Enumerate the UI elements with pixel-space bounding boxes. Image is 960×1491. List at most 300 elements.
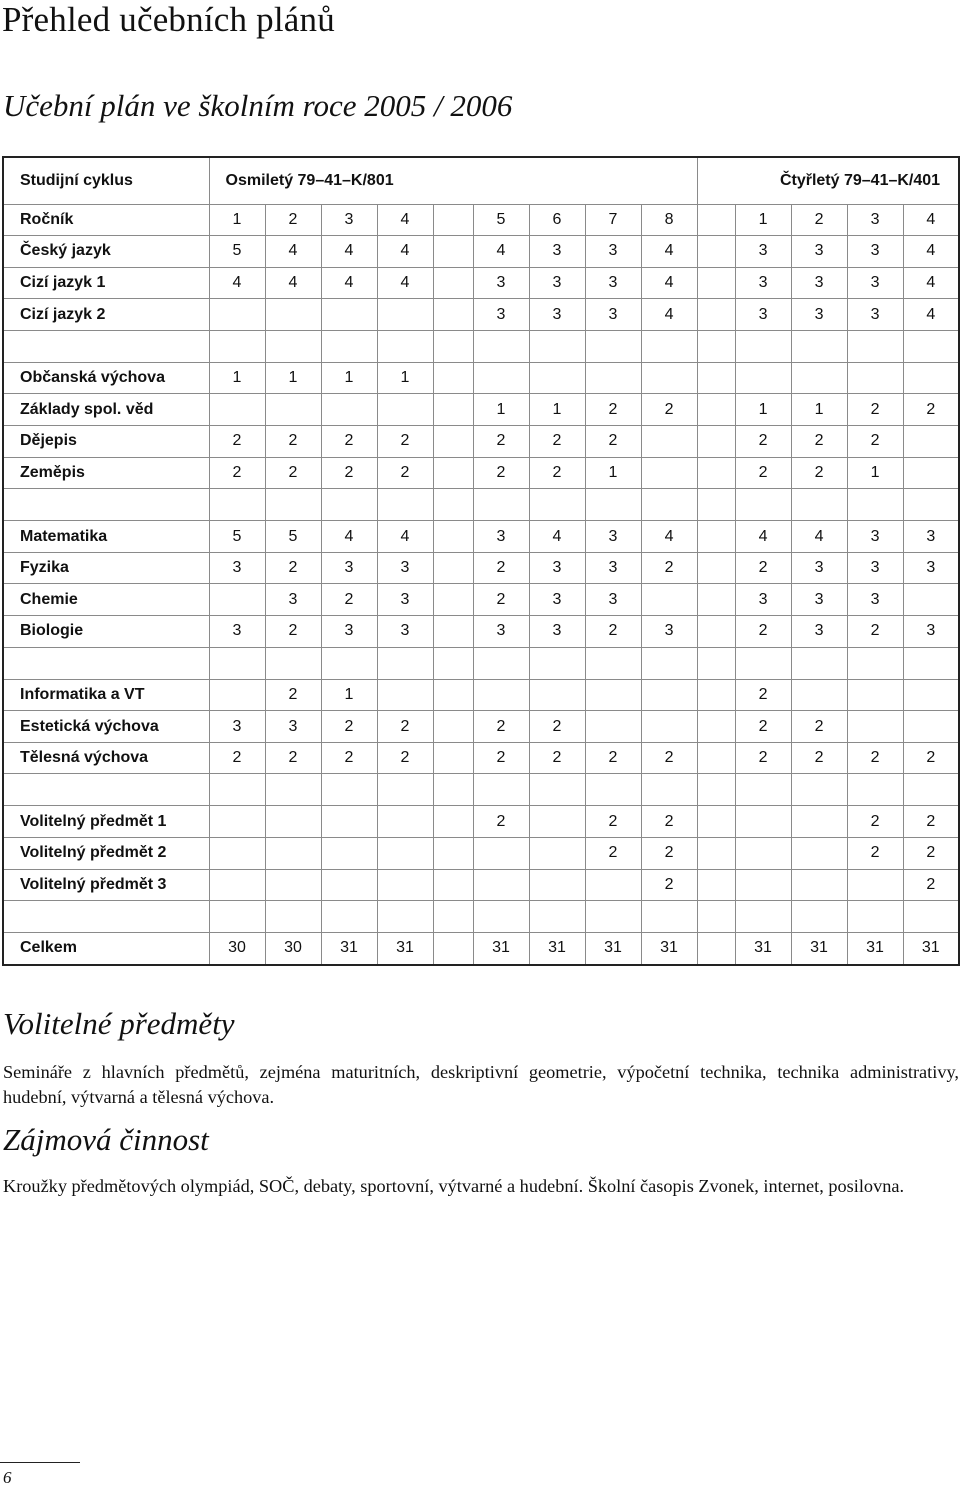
- hours-cell: 3: [847, 521, 903, 553]
- hours-cell: 3: [473, 616, 529, 648]
- hours-cell: 3: [529, 616, 585, 648]
- hours-cell: 3: [585, 521, 641, 553]
- hours-cell: 31: [641, 933, 697, 965]
- hours-cell: 6: [529, 204, 585, 236]
- hours-cell: 2: [529, 426, 585, 458]
- empty-cell: [641, 647, 697, 679]
- hours-cell: [209, 584, 265, 616]
- separator-row: [3, 774, 959, 806]
- hours-cell: [735, 869, 791, 901]
- table-row: [3, 267, 959, 299]
- hours-cell: 4: [903, 204, 959, 236]
- empty-cell: [377, 647, 433, 679]
- empty-cell: [529, 774, 585, 806]
- hours-cell: [697, 933, 735, 965]
- empty-cell: [641, 774, 697, 806]
- empty-cell: [641, 489, 697, 521]
- empty-cell: [3, 901, 209, 933]
- hours-cell: [529, 869, 585, 901]
- hours-cell: 3: [847, 299, 903, 331]
- table-row: [3, 362, 959, 394]
- hours-cell: [377, 838, 433, 870]
- hours-cell: 3: [791, 552, 847, 584]
- hours-cell: [433, 838, 473, 870]
- empty-cell: [473, 647, 529, 679]
- hours-cell: [585, 711, 641, 743]
- hours-cell: 1: [735, 204, 791, 236]
- hours-cell: 31: [791, 933, 847, 965]
- hours-cell: [697, 806, 735, 838]
- hours-cell: 31: [529, 933, 585, 965]
- hours-cell: 2: [529, 742, 585, 774]
- hours-cell: 2: [529, 457, 585, 489]
- hours-cell: 2: [265, 679, 321, 711]
- hours-cell: [697, 711, 735, 743]
- subject-label: Celkem: [3, 933, 209, 965]
- subject-label: Volitelný předmět 3: [3, 869, 209, 901]
- hours-cell: 1: [321, 679, 377, 711]
- subject-label: Cizí jazyk 1: [3, 267, 209, 299]
- empty-cell: [473, 901, 529, 933]
- hours-cell: 2: [209, 457, 265, 489]
- hours-cell: [377, 299, 433, 331]
- hours-cell: [433, 869, 473, 901]
- hours-cell: [903, 584, 959, 616]
- hours-cell: 3: [265, 584, 321, 616]
- empty-cell: [697, 330, 735, 362]
- hours-cell: [641, 679, 697, 711]
- empty-cell: [209, 774, 265, 806]
- hours-cell: [433, 394, 473, 426]
- hours-cell: 3: [377, 552, 433, 584]
- subject-label: Ročník: [3, 204, 209, 236]
- hours-cell: 31: [473, 933, 529, 965]
- empty-cell: [847, 774, 903, 806]
- table-row: [3, 616, 959, 648]
- table-row: [3, 933, 959, 965]
- table-row: [3, 521, 959, 553]
- footer-rule: [0, 1462, 80, 1463]
- hours-cell: [433, 299, 473, 331]
- empty-cell: [735, 901, 791, 933]
- empty-cell: [473, 489, 529, 521]
- hours-cell: 3: [585, 236, 641, 268]
- hours-cell: 3: [529, 267, 585, 299]
- hours-cell: 3: [735, 267, 791, 299]
- hours-cell: 2: [791, 204, 847, 236]
- hours-cell: 31: [735, 933, 791, 965]
- hours-cell: [847, 711, 903, 743]
- hours-cell: 2: [473, 584, 529, 616]
- hours-cell: [529, 679, 585, 711]
- hours-cell: 2: [265, 457, 321, 489]
- hours-cell: 3: [529, 584, 585, 616]
- hours-cell: 2: [473, 552, 529, 584]
- hours-cell: 4: [377, 236, 433, 268]
- hours-cell: 3: [321, 204, 377, 236]
- hours-cell: [903, 362, 959, 394]
- hours-cell: 2: [847, 742, 903, 774]
- hours-cell: 30: [265, 933, 321, 965]
- hours-cell: 2: [641, 552, 697, 584]
- empty-cell: [3, 774, 209, 806]
- hours-cell: 31: [903, 933, 959, 965]
- empty-cell: [529, 901, 585, 933]
- hours-cell: 3: [473, 521, 529, 553]
- hours-cell: 2: [265, 616, 321, 648]
- subject-label: Biologie: [3, 616, 209, 648]
- hours-cell: 4: [321, 521, 377, 553]
- empty-cell: [735, 489, 791, 521]
- subject-label: Chemie: [3, 584, 209, 616]
- hours-cell: 2: [903, 869, 959, 901]
- hours-cell: 4: [903, 299, 959, 331]
- empty-cell: [377, 330, 433, 362]
- hours-cell: 3: [585, 584, 641, 616]
- hours-cell: [585, 869, 641, 901]
- hours-cell: [433, 742, 473, 774]
- hours-cell: 2: [735, 679, 791, 711]
- hours-cell: [697, 267, 735, 299]
- subject-label: Fyzika: [3, 552, 209, 584]
- empty-cell: [265, 647, 321, 679]
- hours-cell: 1: [265, 362, 321, 394]
- hours-cell: [585, 362, 641, 394]
- empty-cell: [433, 489, 473, 521]
- hours-cell: 3: [847, 552, 903, 584]
- hours-cell: 4: [473, 236, 529, 268]
- hours-cell: 2: [585, 838, 641, 870]
- hours-cell: 2: [529, 711, 585, 743]
- hours-cell: 1: [791, 394, 847, 426]
- hours-cell: [377, 679, 433, 711]
- header-eight-year: Osmiletý 79–41–K/801: [209, 157, 697, 204]
- empty-cell: [265, 489, 321, 521]
- hours-cell: 4: [377, 521, 433, 553]
- empty-cell: [529, 330, 585, 362]
- hours-cell: [433, 362, 473, 394]
- hours-cell: 3: [847, 236, 903, 268]
- table-row: [3, 236, 959, 268]
- subject-label: Občanská výchova: [3, 362, 209, 394]
- empty-cell: [321, 489, 377, 521]
- hours-cell: 2: [735, 457, 791, 489]
- table-row: [3, 394, 959, 426]
- empty-cell: [847, 330, 903, 362]
- hours-cell: 3: [377, 584, 433, 616]
- hours-cell: 2: [641, 394, 697, 426]
- hours-cell: 3: [473, 267, 529, 299]
- empty-cell: [585, 330, 641, 362]
- hours-cell: [847, 362, 903, 394]
- empty-cell: [433, 647, 473, 679]
- hours-cell: 2: [265, 552, 321, 584]
- empty-cell: [903, 330, 959, 362]
- hours-cell: [641, 584, 697, 616]
- hours-cell: 2: [903, 742, 959, 774]
- hours-cell: 2: [377, 457, 433, 489]
- hours-cell: 2: [735, 616, 791, 648]
- table-row: [3, 426, 959, 458]
- hours-cell: [209, 838, 265, 870]
- hours-cell: [641, 711, 697, 743]
- hours-cell: 1: [735, 394, 791, 426]
- empty-cell: [735, 330, 791, 362]
- hours-cell: 2: [473, 426, 529, 458]
- empty-cell: [791, 647, 847, 679]
- hours-cell: [529, 806, 585, 838]
- empty-cell: [697, 489, 735, 521]
- separator-row: [3, 647, 959, 679]
- empty-cell: [265, 901, 321, 933]
- hours-cell: 2: [903, 394, 959, 426]
- empty-cell: [3, 489, 209, 521]
- empty-cell: [321, 647, 377, 679]
- table-row: [3, 711, 959, 743]
- empty-cell: [903, 901, 959, 933]
- hours-cell: 4: [265, 267, 321, 299]
- hours-cell: 3: [791, 584, 847, 616]
- hours-cell: 5: [473, 204, 529, 236]
- hours-cell: 2: [473, 457, 529, 489]
- hours-cell: 3: [903, 616, 959, 648]
- subject-label: Základy spol. věd: [3, 394, 209, 426]
- hours-cell: 2: [377, 426, 433, 458]
- hours-cell: 2: [847, 426, 903, 458]
- hours-cell: [903, 426, 959, 458]
- hours-cell: 3: [473, 299, 529, 331]
- empty-cell: [641, 330, 697, 362]
- hours-cell: [847, 869, 903, 901]
- empty-cell: [209, 330, 265, 362]
- hours-cell: [791, 362, 847, 394]
- subject-label: Estetická výchova: [3, 711, 209, 743]
- hours-cell: 31: [847, 933, 903, 965]
- hours-cell: 1: [529, 394, 585, 426]
- hours-cell: 2: [641, 838, 697, 870]
- hours-cell: 2: [641, 869, 697, 901]
- empty-cell: [585, 774, 641, 806]
- table-row: [3, 838, 959, 870]
- hours-cell: 2: [377, 711, 433, 743]
- hours-cell: 1: [585, 457, 641, 489]
- hours-cell: [735, 838, 791, 870]
- empty-cell: [377, 901, 433, 933]
- hours-cell: 2: [473, 806, 529, 838]
- hours-cell: 2: [847, 838, 903, 870]
- empty-cell: [209, 901, 265, 933]
- subject-label: Informatika a VT: [3, 679, 209, 711]
- hours-cell: 30: [209, 933, 265, 965]
- hours-cell: 1: [377, 362, 433, 394]
- table-row: [3, 204, 959, 236]
- hours-cell: [377, 394, 433, 426]
- hours-cell: [265, 869, 321, 901]
- hours-cell: [791, 679, 847, 711]
- hours-cell: [265, 394, 321, 426]
- hours-cell: [697, 521, 735, 553]
- hours-cell: 3: [641, 616, 697, 648]
- separator-row: [3, 330, 959, 362]
- hours-cell: 4: [377, 267, 433, 299]
- table-row: [3, 742, 959, 774]
- hours-cell: [321, 806, 377, 838]
- empty-cell: [791, 330, 847, 362]
- hours-cell: 3: [321, 552, 377, 584]
- subject-label: Volitelný předmět 2: [3, 838, 209, 870]
- hours-cell: 3: [847, 204, 903, 236]
- hours-cell: 4: [321, 267, 377, 299]
- hours-cell: [433, 236, 473, 268]
- hours-cell: 2: [735, 552, 791, 584]
- hours-cell: 2: [585, 394, 641, 426]
- hours-cell: [473, 838, 529, 870]
- hours-cell: [433, 521, 473, 553]
- hours-cell: [433, 806, 473, 838]
- hours-cell: 3: [209, 616, 265, 648]
- subject-label: Zeměpis: [3, 457, 209, 489]
- hours-cell: 4: [903, 267, 959, 299]
- hours-cell: [585, 679, 641, 711]
- table-row: [3, 457, 959, 489]
- hours-cell: [265, 299, 321, 331]
- hours-cell: [791, 806, 847, 838]
- hours-cell: 2: [473, 711, 529, 743]
- hours-cell: [697, 552, 735, 584]
- empty-cell: [903, 489, 959, 521]
- empty-cell: [473, 330, 529, 362]
- empty-cell: [847, 489, 903, 521]
- hours-cell: 4: [903, 236, 959, 268]
- hours-cell: [473, 869, 529, 901]
- hours-cell: 3: [903, 521, 959, 553]
- hours-cell: 4: [265, 236, 321, 268]
- hours-cell: 2: [791, 426, 847, 458]
- hours-cell: 3: [265, 711, 321, 743]
- hours-cell: [433, 711, 473, 743]
- hours-cell: 2: [321, 711, 377, 743]
- hours-cell: [697, 426, 735, 458]
- header-cycle-label: Studijní cyklus: [3, 157, 209, 204]
- empty-cell: [697, 901, 735, 933]
- hours-cell: 31: [585, 933, 641, 965]
- hours-cell: [473, 679, 529, 711]
- hours-cell: 31: [377, 933, 433, 965]
- hours-cell: 2: [585, 426, 641, 458]
- hours-cell: 5: [209, 521, 265, 553]
- hours-cell: 2: [377, 742, 433, 774]
- empty-cell: [265, 774, 321, 806]
- hours-cell: 3: [735, 236, 791, 268]
- empty-cell: [3, 647, 209, 679]
- empty-cell: [377, 489, 433, 521]
- hours-cell: 1: [473, 394, 529, 426]
- empty-cell: [377, 774, 433, 806]
- hours-cell: [209, 299, 265, 331]
- hours-cell: [377, 869, 433, 901]
- hours-cell: 2: [735, 711, 791, 743]
- empty-cell: [321, 774, 377, 806]
- hours-cell: 3: [847, 267, 903, 299]
- hours-cell: [265, 838, 321, 870]
- empty-cell: [3, 330, 209, 362]
- separator-row: [3, 489, 959, 521]
- hours-cell: [697, 457, 735, 489]
- hours-cell: 3: [209, 552, 265, 584]
- hours-cell: [903, 679, 959, 711]
- subject-label: Cizí jazyk 2: [3, 299, 209, 331]
- empty-cell: [697, 774, 735, 806]
- hours-cell: [433, 552, 473, 584]
- empty-cell: [641, 901, 697, 933]
- hours-cell: [209, 394, 265, 426]
- hours-cell: [433, 933, 473, 965]
- hours-cell: [433, 679, 473, 711]
- empty-cell: [903, 774, 959, 806]
- hours-cell: 2: [847, 394, 903, 426]
- empty-cell: [209, 647, 265, 679]
- hours-cell: [641, 362, 697, 394]
- hours-cell: 3: [847, 584, 903, 616]
- empty-cell: [433, 901, 473, 933]
- page-number: 6: [3, 1468, 12, 1487]
- hours-cell: 4: [735, 521, 791, 553]
- hours-cell: 3: [791, 299, 847, 331]
- hours-cell: 3: [585, 267, 641, 299]
- hours-cell: 2: [265, 426, 321, 458]
- hours-cell: 3: [735, 299, 791, 331]
- hours-cell: 1: [847, 457, 903, 489]
- hours-cell: [903, 457, 959, 489]
- empty-cell: [529, 647, 585, 679]
- hours-cell: [697, 299, 735, 331]
- hours-cell: 2: [791, 742, 847, 774]
- subject-label: Tělesná výchova: [3, 742, 209, 774]
- hours-cell: [209, 679, 265, 711]
- hours-cell: [641, 457, 697, 489]
- hours-cell: 2: [641, 742, 697, 774]
- hours-cell: 3: [791, 267, 847, 299]
- hours-cell: 31: [321, 933, 377, 965]
- hours-cell: 2: [903, 806, 959, 838]
- table-row: [3, 552, 959, 584]
- hours-cell: 3: [791, 616, 847, 648]
- hours-cell: [697, 616, 735, 648]
- hours-cell: [697, 838, 735, 870]
- elective-text: Semináře z hlavních předmětů, zejména maturitních, deskriptivní geometrie, výpočetní technika, technika administrativy, hudební, výtvarná a tělesná výchova.: [3, 1062, 959, 1107]
- hours-cell: [265, 806, 321, 838]
- hours-cell: 2: [209, 426, 265, 458]
- hours-cell: 2: [791, 457, 847, 489]
- curriculum-table: [2, 156, 960, 966]
- elective-heading: Volitelné předměty: [3, 1006, 235, 1041]
- hours-cell: 2: [209, 742, 265, 774]
- hours-cell: 4: [529, 521, 585, 553]
- hours-cell: [847, 679, 903, 711]
- hours-cell: [321, 838, 377, 870]
- hours-cell: 4: [377, 204, 433, 236]
- empty-cell: [585, 647, 641, 679]
- table-header-row: [3, 157, 959, 204]
- empty-cell: [209, 489, 265, 521]
- hours-cell: 4: [641, 236, 697, 268]
- hours-cell: [377, 806, 433, 838]
- hours-cell: [433, 204, 473, 236]
- hours-cell: [321, 869, 377, 901]
- hours-cell: 1: [209, 362, 265, 394]
- hours-cell: 5: [209, 236, 265, 268]
- hours-cell: [209, 806, 265, 838]
